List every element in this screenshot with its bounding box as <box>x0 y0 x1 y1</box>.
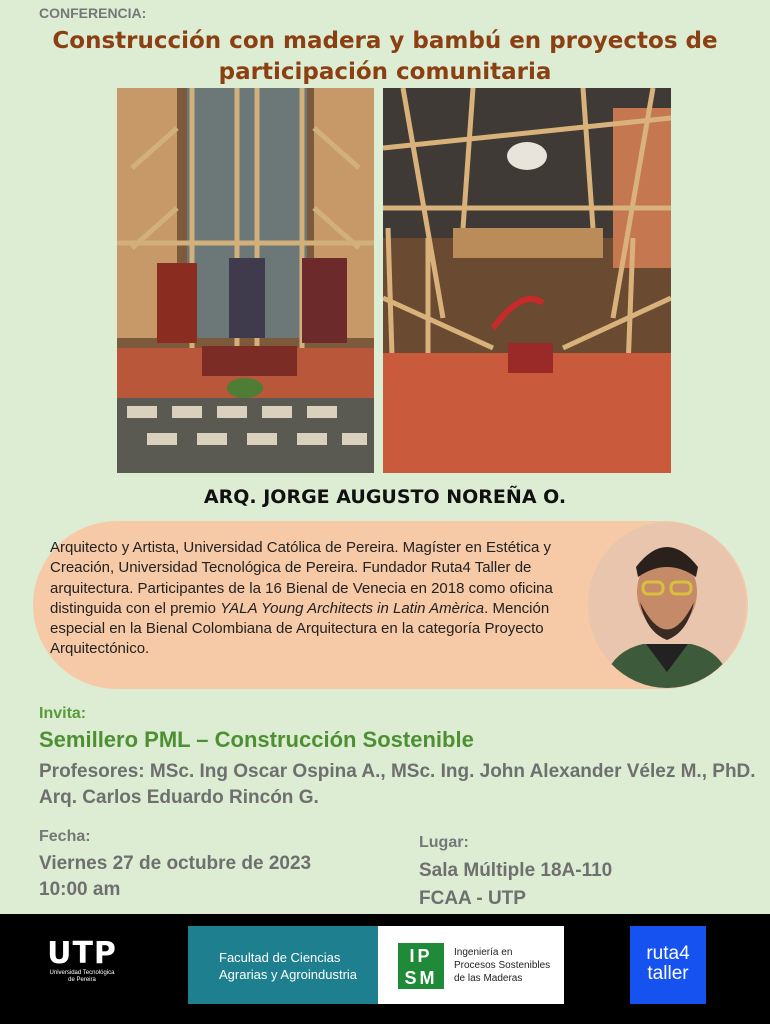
ipsm-logo <box>378 926 564 1004</box>
place-value <box>419 857 612 913</box>
ipsm-badge-top: IP <box>409 946 433 966</box>
event-date: Viernes 27 de octubre de 2023 <box>39 853 312 874</box>
ipsm-badge <box>398 943 444 989</box>
date-value <box>39 851 311 903</box>
ruta4-line-2: taller <box>647 963 689 984</box>
event-title-line1: Construcción con madera y bambú en proyectos de <box>52 28 718 54</box>
professors-list: Profesores: MSc. Ing Oscar Ospina A., MSc. Ing. John Alexander Vélez M., PhD. Arq. Carlos Eduardo Rincón G. <box>39 761 756 808</box>
speaker-bio-award: YALA Young Architects in Latin Amèrica <box>220 599 485 617</box>
speaker-portrait-avatar <box>588 522 746 688</box>
utp-logo-mark: UTP <box>47 936 117 971</box>
invite-label: Invita: <box>39 705 87 722</box>
faculty-line-1: Facultad de Ciencias <box>219 950 341 965</box>
event-title <box>20 26 750 88</box>
event-title-line2: participación comunitaria <box>218 59 552 85</box>
ipsm-text <box>454 946 562 985</box>
event-venue: FCAA - UTP <box>419 888 526 909</box>
utp-logo <box>42 938 122 984</box>
ipsm-badge-bottom: SM <box>404 968 438 988</box>
event-time: 10:00 am <box>39 879 121 900</box>
bamboo-hall-photo-right <box>383 88 671 473</box>
utp-logo-subtitle-2: de Pereira <box>68 977 96 983</box>
event-room: Sala Múltiple 18A-110 <box>419 860 613 881</box>
ipsm-line-3: de las Maderas <box>454 973 523 984</box>
speaker-bio-part1: Arquitecto y Artista, Universidad Católica de Pereira. Magíster en Estética y Creación, Universidad Tecnológica de Pereira. Fundador Ruta4 Taller de arquitectura. Participantes de la 16 Bienal de Venecia en 2018 como oficina distinguida con el premio <box>50 539 553 617</box>
speaker-bio <box>50 538 605 660</box>
ruta4-line-1: ruta4 <box>646 943 690 964</box>
ipsm-line-1: Ingeniería en <box>454 947 513 958</box>
speaker-name: ARQ. JORGE AUGUSTO NOREÑA O. <box>203 486 567 508</box>
utp-logo-subtitle-1: Universidad Tecnológica <box>49 970 115 976</box>
place-label: Lugar: <box>419 834 469 851</box>
conference-kicker: CONFERENCIA: <box>39 5 147 21</box>
bamboo-interior-photo-left <box>117 88 374 473</box>
speaker-bio-part2: . Mención especial en la Bienal Colombiana de Arquitectura en la categoría Proyecto Arquitectónico. <box>50 599 550 658</box>
research-group-name: Semillero PML – Construcción Sostenible <box>39 727 474 752</box>
faculty-logo <box>188 926 378 1004</box>
ipsm-line-2: Procesos Sostenibles <box>454 960 551 971</box>
ruta4-logo <box>630 926 706 1004</box>
date-label: Fecha: <box>39 828 91 845</box>
faculty-line-2: Agrarias y Agroindustria <box>219 967 358 982</box>
